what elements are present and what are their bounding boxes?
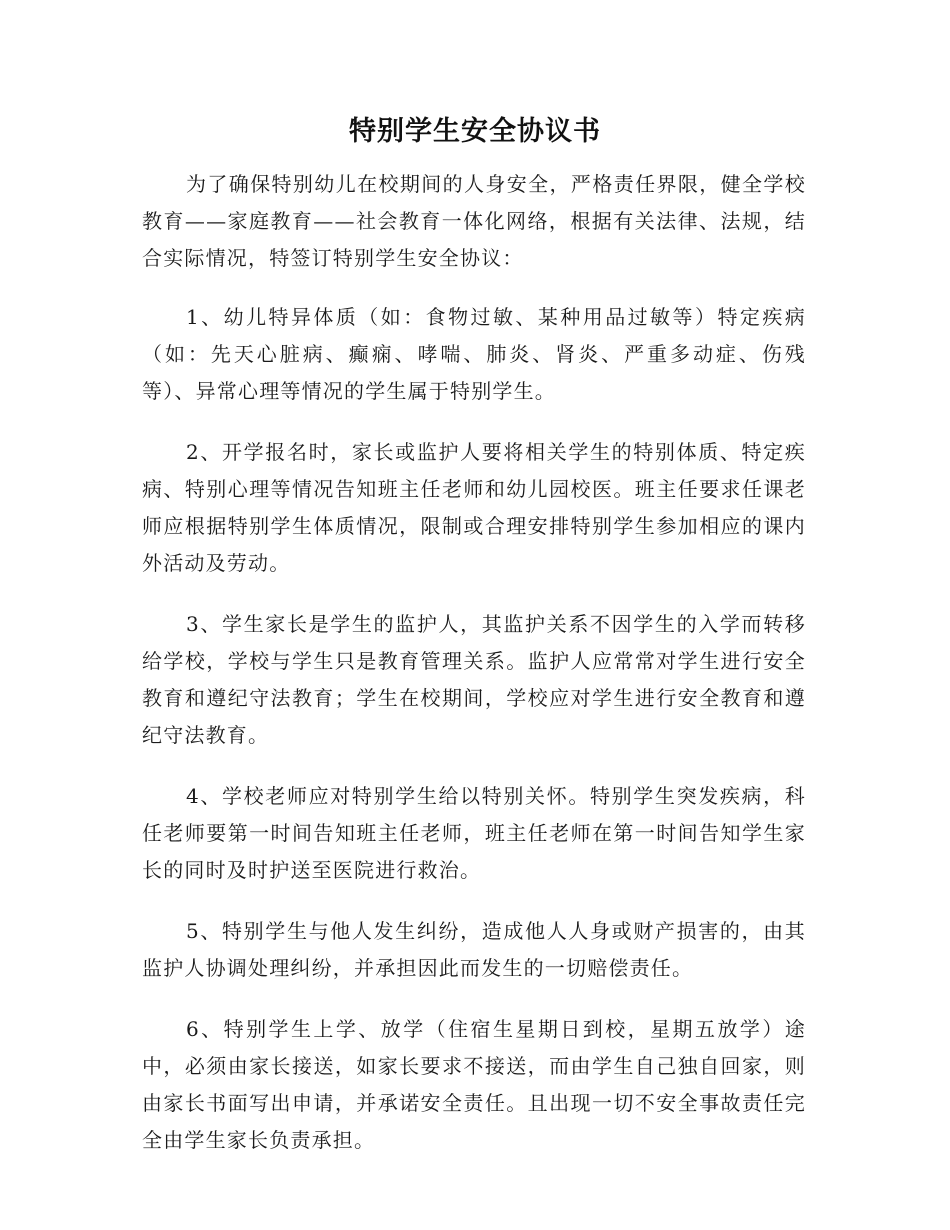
document-body	[142, 166, 806, 1183]
intro-paragraph: 为了确保特别幼儿在校期间的人身安全，严格责任界限，健全学校教育——家庭教育——社会教育一体化网络，根据有关法律、法规，结合实际情况，特签订特别学生安全协议：	[142, 172, 806, 270]
document-title: 特别学生安全协议书	[349, 116, 601, 147]
clause-paragraph-1: 1、幼儿特异体质（如：食物过敏、某种用品过敏等）特定疾病（如：先天心脏病、癫痫、哮喘、肺炎、肾炎、严重多动症、伤残等）、异常心理等情况的学生属于特别学生。	[142, 305, 806, 403]
clause-paragraph-2: 2、开学报名时，家长或监护人要将相关学生的特别体质、特定疾病、特别心理等情况告知班主任老师和幼儿园校医。班主任要求任课老师应根据特别学生体质情况，限制或合理安排特别学生参加相应的课内外活动及劳动。	[142, 440, 806, 575]
clause-paragraph-3: 3、学生家长是学生的监护人，其监护关系不因学生的入学而转移给学校，学校与学生只是教育管理关系。监护人应常常对学生进行安全教育和遵纪守法教育；学生在校期间，学校应对学生进行安全教育和遵纪守法教育。	[142, 612, 806, 747]
clause-paragraph-4: 4、学校老师应对特别学生给以特别关怀。特别学生突发疾病，科任老师要第一时间告知班主任老师，班主任老师在第一时间告知学生家长的同时及时护送至医院进行救治。	[142, 784, 806, 882]
clause-paragraph-6: 6、特别学生上学、放学（住宿生星期日到校，星期五放学）途中，必须由家长接送，如家长要求不接送，而由学生自己独自回家，则由家长书面写出申请，并承诺安全责任。且出现一切不安全事故责任完全由学生家长负责承担。	[142, 1017, 806, 1152]
clause-paragraph-5: 5、特别学生与他人发生纠纷，造成他人人身或财产损害的，由其监护人协调处理纠纷，并承担因此而发生的一切赔偿责任。	[142, 919, 806, 980]
